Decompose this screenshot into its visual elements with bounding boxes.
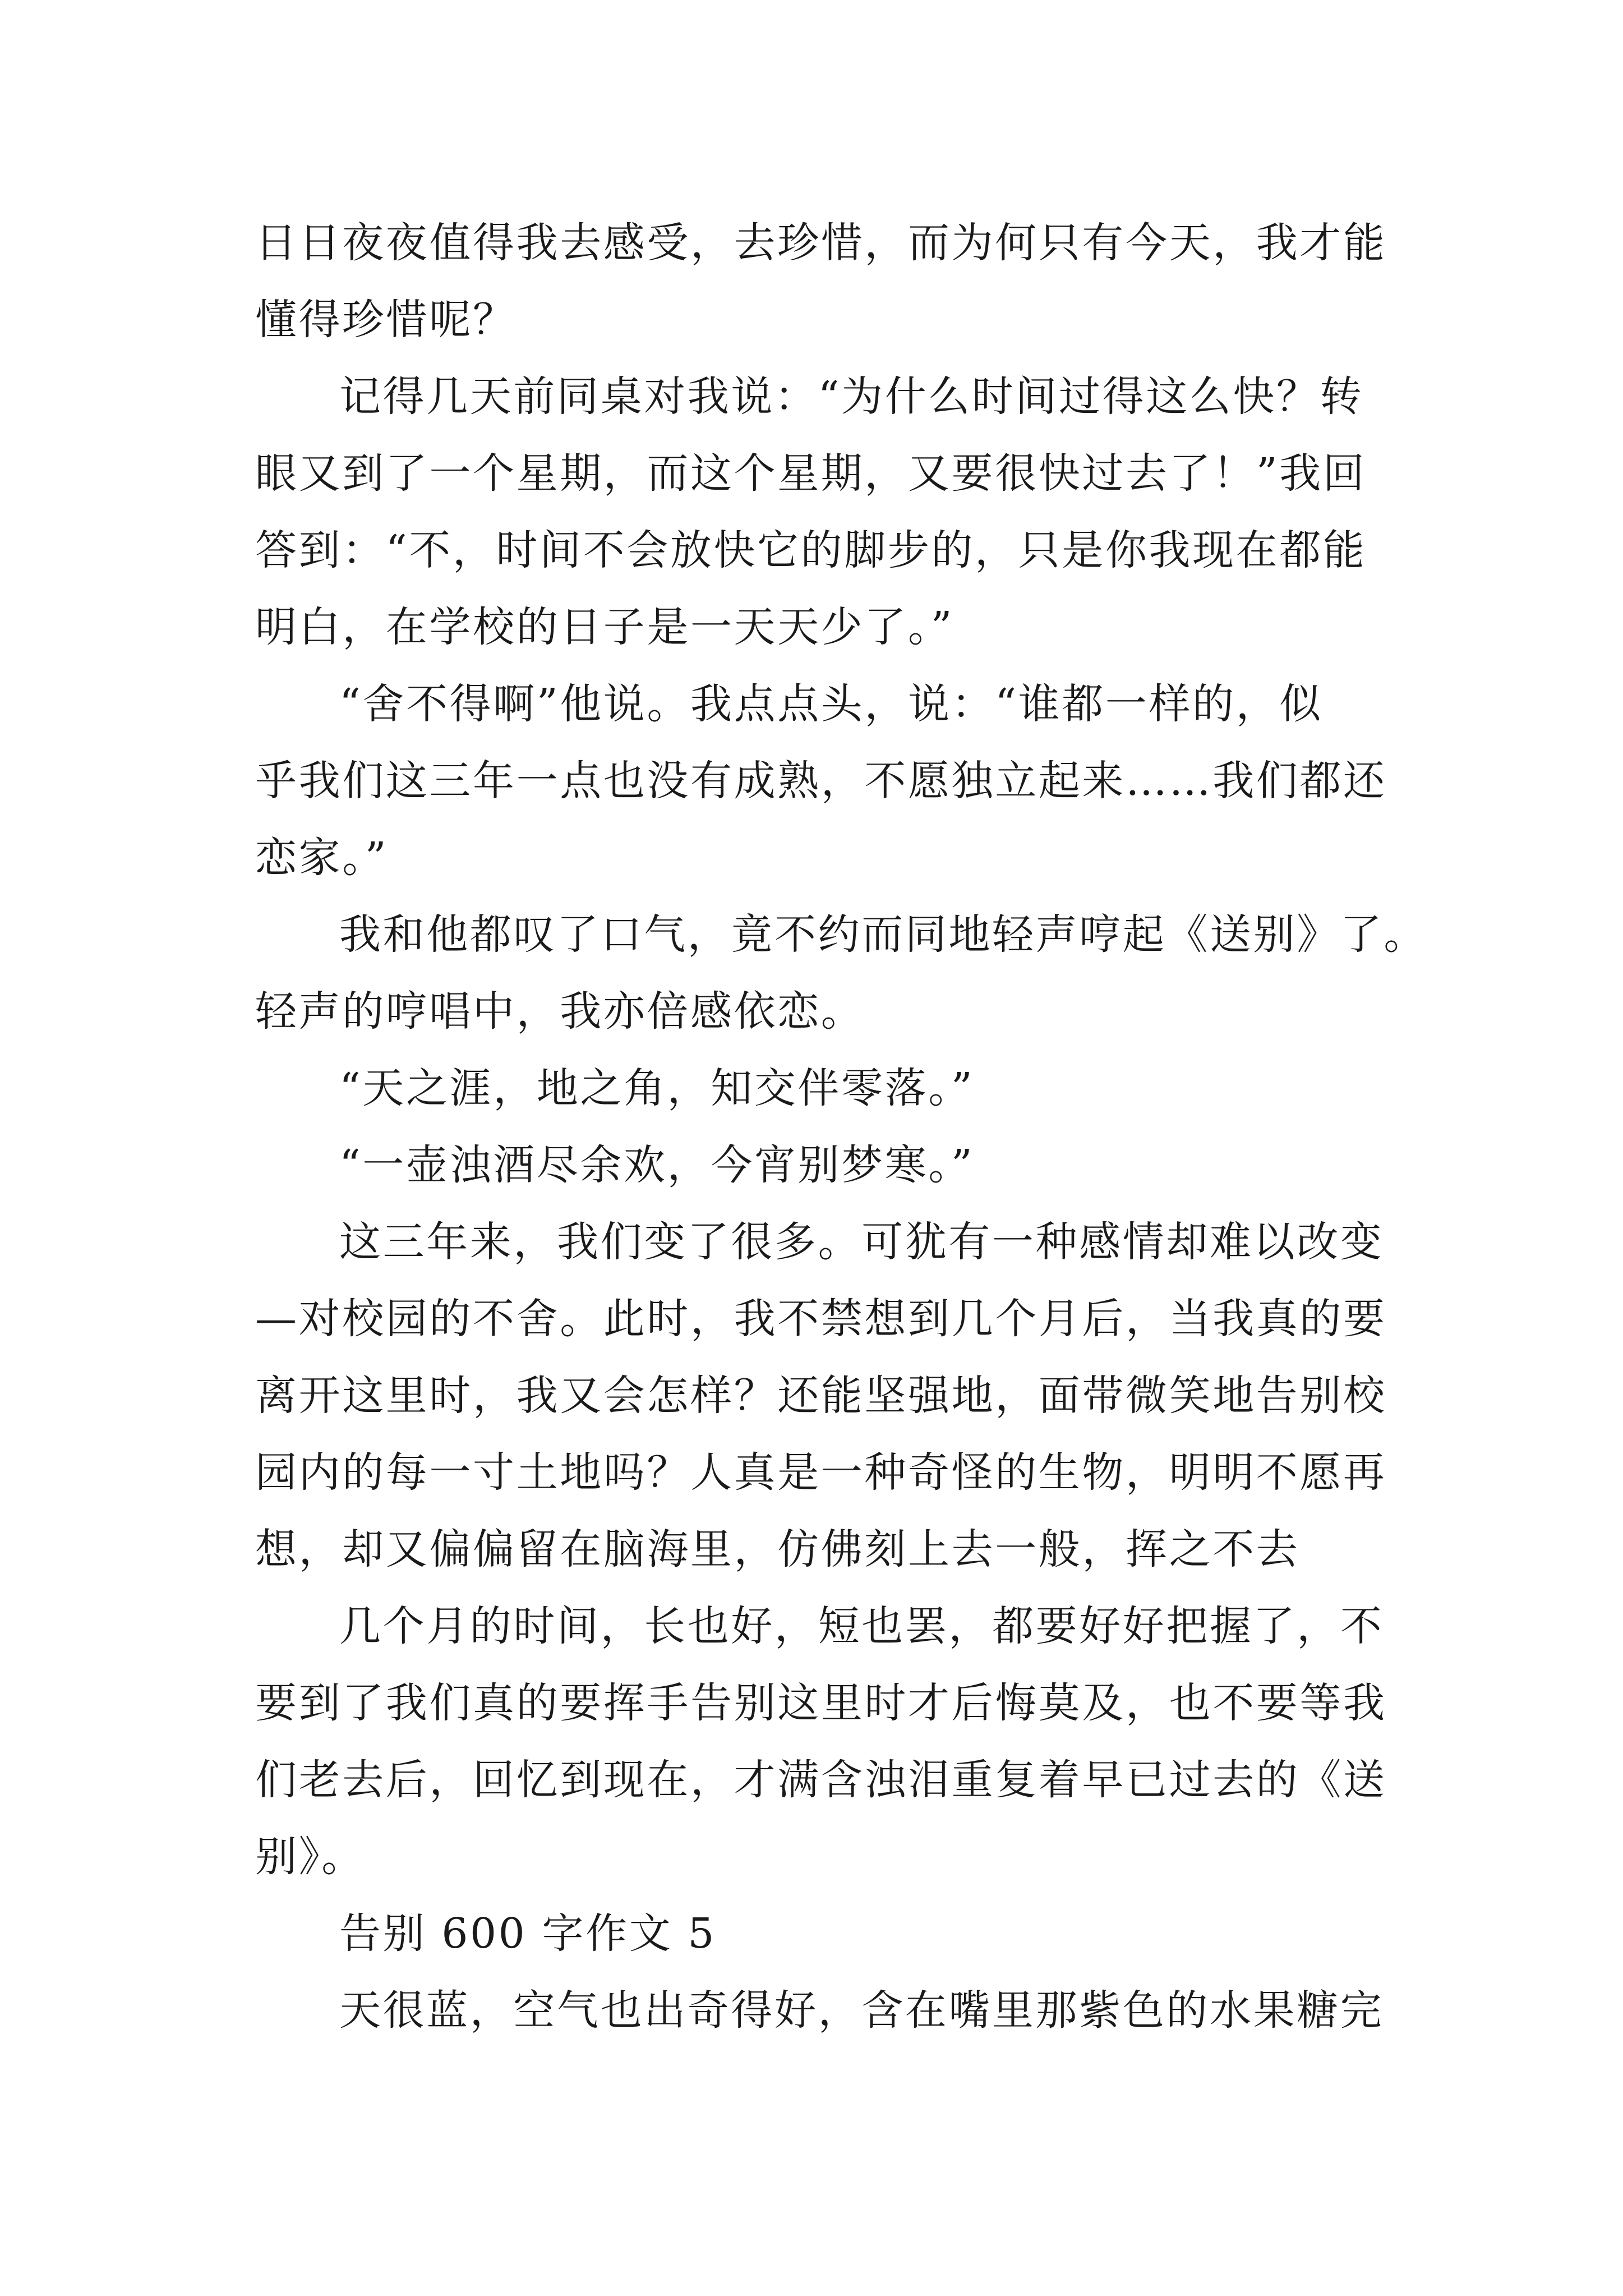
text-line: 这三年来，我们变了很多。可犹有一种感情却难以改变 xyxy=(339,1218,1384,1266)
section-heading: 告别 600 字作文 5 xyxy=(339,1910,717,1958)
text-line: 答到：“不，时间不会放快它的脚步的，只是你我现在都能 xyxy=(255,526,1367,574)
text-line: 园内的每一寸土地吗？人真是一种奇怪的生物，明明不愿再 xyxy=(255,1448,1387,1497)
text-line: 懂得珍惜呢？ xyxy=(255,296,517,344)
text-line: —对校园的不舍。此时，我不禁想到几个月后，当我真的要 xyxy=(255,1295,1387,1343)
text-line: 日日夜夜值得我去感受，去珍惜，而为何只有今天，我才能 xyxy=(255,219,1387,267)
text-line: 记得几天前同桌对我说：“为什么时间过得这么快？转 xyxy=(339,372,1364,421)
text-line: 离开这里时，我又会怎样？还能坚强地，面带微笑地告别校 xyxy=(255,1372,1387,1420)
text-line: 我和他都叹了口气，竟不约而同地轻声哼起《送别》了。 xyxy=(339,910,1427,959)
text-line: 天很蓝，空气也出奇得好，含在嘴里那紫色的水果糖完 xyxy=(339,1986,1384,2035)
text-line: “舍不得啊”他说。我点点头，说：“谁都一样的，似 xyxy=(339,680,1323,728)
essay-body xyxy=(255,205,1427,2049)
text-line: 几个月的时间，长也好，短也罢，都要好好把握了，不 xyxy=(339,1602,1384,1650)
text-line: 眼又到了一个星期，而这个星期，又要很快过去了！”我回 xyxy=(255,449,1367,498)
text-line: 别》。 xyxy=(255,1833,365,1881)
text-line: “天之涯，地之角，知交伴零落。” xyxy=(339,1064,975,1112)
text-line: 乎我们这三年一点也没有成熟，不愿独立起来……我们都还 xyxy=(255,757,1387,805)
text-line: 要到了我们真的要挥手告别这里时才后悔莫及，也不要等我 xyxy=(255,1679,1387,1727)
text-line: 想，却又偏偏留在脑海里，仿佛刻上去一般，挥之不去 xyxy=(255,1525,1300,1573)
text-line: 轻声的哼唱中，我亦倍感依恋。 xyxy=(255,987,865,1036)
text-line: 明白，在学校的日子是一天天少了。” xyxy=(255,603,955,651)
text-line: 们老去后，回忆到现在，才满含浊泪重复着早已过去的《送 xyxy=(255,1756,1387,1804)
text-line: 恋家。” xyxy=(255,834,389,882)
text-line: “一壶浊酒尽余欢，今宵别梦寒。” xyxy=(339,1141,975,1189)
